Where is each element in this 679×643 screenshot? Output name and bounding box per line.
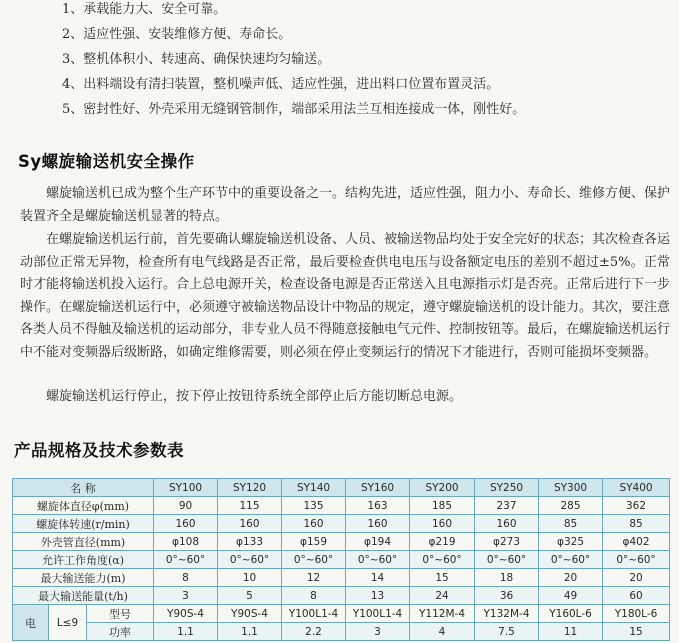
table-cell: 90 (154, 497, 218, 515)
table-cell: 15 (603, 623, 670, 641)
table-cell: 160 (475, 515, 539, 533)
table-cell: 12 (282, 569, 346, 587)
table-cell: 8 (154, 569, 218, 587)
table-cell: 11 (539, 623, 603, 641)
table-cell: 1.1 (154, 623, 218, 641)
table-cell: φ194 (346, 533, 410, 551)
row-label: 外壳管直径(mm) (13, 533, 154, 551)
table-cell: 160 (282, 515, 346, 533)
table-cell: Y180L-6 (603, 605, 670, 623)
feature-item-5: 5、密封性好、外壳采用无缝钢管制作，端部采用法兰互相连接成一体，刚性好。 (62, 102, 526, 117)
model-label: 型号 (87, 605, 154, 623)
model-header: SY140 (282, 479, 346, 497)
row-label: 允许工作角度(α) (13, 551, 154, 569)
row-label: 螺旋体直径φ(mm) (13, 497, 154, 515)
table-cell: 85 (539, 515, 603, 533)
power-label: 功率 (87, 623, 154, 641)
table-cell: 0°~60° (603, 551, 670, 569)
table-cell: 160 (218, 515, 282, 533)
table-cell: 3 (346, 623, 410, 641)
table-cell: Y100L1-4 (346, 605, 410, 623)
row-label: 最大输送能量(t/h) (13, 587, 154, 605)
table-cell: 0°~60° (154, 551, 218, 569)
table-cell: φ108 (154, 533, 218, 551)
table-cell: 85 (603, 515, 670, 533)
table-cell: 13 (346, 587, 410, 605)
model-header: SY200 (410, 479, 475, 497)
table-cell: 49 (539, 587, 603, 605)
table-cell: 0°~60° (475, 551, 539, 569)
row-label: 最大输送能力(m) (13, 569, 154, 587)
motor-label: 电 (13, 605, 49, 641)
table-cell: 24 (410, 587, 475, 605)
model-header: SY120 (218, 479, 282, 497)
model-header: SY160 (346, 479, 410, 497)
table-cell: 0°~60° (539, 551, 603, 569)
table-cell: Y90S-4 (154, 605, 218, 623)
table-cell: 15 (410, 569, 475, 587)
table-cell: Y90S-4 (218, 605, 282, 623)
table-cell: 0°~60° (346, 551, 410, 569)
table-cell: 3 (154, 587, 218, 605)
table-row (13, 533, 670, 551)
model-header: SY400 (603, 479, 670, 497)
table-cell: 8 (282, 587, 346, 605)
motor-model-row (13, 605, 670, 623)
table-cell: Y132M-4 (475, 605, 539, 623)
table-cell: 20 (603, 569, 670, 587)
table-cell: 18 (475, 569, 539, 587)
table-cell: 362 (603, 497, 670, 515)
safety-paragraph-2: 在螺旋输送机运行前，首先要确认螺旋输送机设备、人员、被输送物品均处于安全完好的状态；其次检查各运动部位正常无异物，检查所有电气线路是否正常，最后要检查供电电压与设备额定电压的差别不超过±5%。正常时才能将输送机投入运行。合上总电源开关，检查设备电源是否正常送入且电源指示灯是否亮。正常后进行下一步操作。在螺旋输送机运行中，必须遵守被输送物品设计中物品的规定，遵守螺旋输送机的设计能力。其次，要注意各类人员不得触及输送机的运动部分，非专业人员不得随意接触电气元件、控制按钮等。最后，在螺旋输送机运行中不能对变频器后级断路，如确定维修需要，则必须在停止变频运行的情况下才能进行，否则可能损坏变频器。 (20, 232, 671, 360)
model-header: SY250 (475, 479, 539, 497)
table-cell: 4 (410, 623, 475, 641)
table-cell: 160 (410, 515, 475, 533)
table-cell: Y160L-6 (539, 605, 603, 623)
motor-power-row (13, 623, 670, 641)
table-cell: 0°~60° (410, 551, 475, 569)
table-cell: 5 (218, 587, 282, 605)
feature-item-3: 3、整机体积小、转速高、确保快速均匀输送。 (62, 52, 331, 67)
table-row (13, 587, 670, 605)
model-header: SY300 (539, 479, 603, 497)
safety-paragraph-1: 螺旋输送机已成为整个生产环节中的重要设备之一。结构先进，适应性强，阻力小、寿命长、维修方便、保护装置齐全是螺旋输送机显著的特点。 (20, 186, 671, 224)
feature-item-1: 1、承载能力大、安全可靠。 (62, 2, 227, 17)
table-cell: 0°~60° (218, 551, 282, 569)
table-cell: φ402 (603, 533, 670, 551)
table-cell: 237 (475, 497, 539, 515)
table-cell: 160 (154, 515, 218, 533)
table-cell: 14 (346, 569, 410, 587)
table-cell: 285 (539, 497, 603, 515)
model-header: SY100 (154, 479, 218, 497)
table-cell: 10 (218, 569, 282, 587)
table-cell: φ133 (218, 533, 282, 551)
table-cell: 115 (218, 497, 282, 515)
table-cell: 160 (346, 515, 410, 533)
table-header-row (13, 479, 670, 497)
table-cell: 0°~60° (282, 551, 346, 569)
spec-table (12, 478, 670, 641)
feature-item-4: 4、出料端设有清扫装置，整机噪声低、适应性强，进出料口位置布置灵活。 (62, 77, 500, 92)
table-cell: 2.2 (282, 623, 346, 641)
table-cell: 185 (410, 497, 475, 515)
table-cell: 60 (603, 587, 670, 605)
table-row (13, 515, 670, 533)
table-cell: Y100L1-4 (282, 605, 346, 623)
table-cell: 1.1 (218, 623, 282, 641)
table-row (13, 497, 670, 515)
safety-section-title: Sy螺旋输送机安全操作 (18, 152, 195, 171)
table-cell: 7.5 (475, 623, 539, 641)
feature-item-2: 2、适应性强、安装维修方便、寿命长。 (62, 27, 292, 42)
table-row (13, 569, 670, 587)
table-cell: φ273 (475, 533, 539, 551)
row-label: 螺旋体转速(r/min) (13, 515, 154, 533)
length-label: L≤9 (49, 605, 87, 641)
table-cell: Y112M-4 (410, 605, 475, 623)
table-cell: φ219 (410, 533, 475, 551)
safety-paragraph-3: 螺旋输送机运行停止，按下停止按钮待系统全部停止后方能切断总电源。 (46, 389, 463, 404)
table-cell: φ159 (282, 533, 346, 551)
table-row (13, 551, 670, 569)
table-cell: 36 (475, 587, 539, 605)
spec-section-title: 产品规格及技术参数表 (14, 441, 184, 460)
name-header: 名 称 (13, 479, 154, 497)
table-cell: 135 (282, 497, 346, 515)
table-cell: 20 (539, 569, 603, 587)
table-cell: φ325 (539, 533, 603, 551)
table-cell: 163 (346, 497, 410, 515)
